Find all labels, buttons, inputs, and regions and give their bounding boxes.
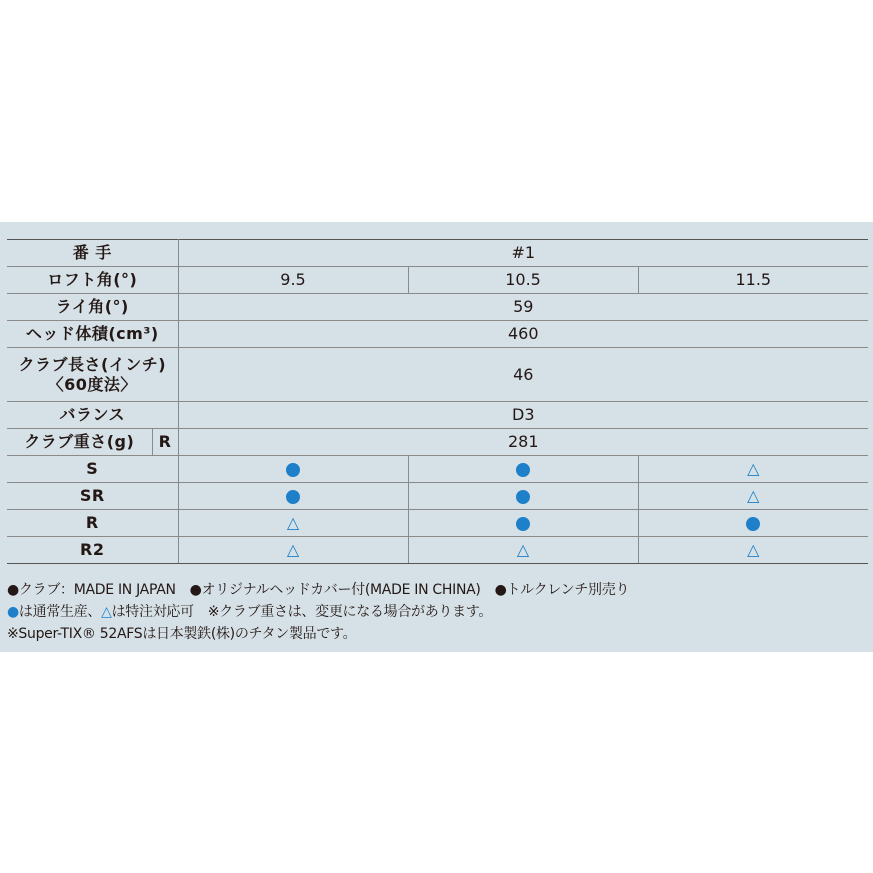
- notes-line-1: [7, 579, 629, 601]
- availability-mark: [638, 456, 868, 483]
- note-made-in: ●クラブ：MADE IN JAPAN: [7, 582, 176, 598]
- availability-mark: [178, 456, 408, 483]
- flex-row: [7, 537, 868, 564]
- flex-label: SR: [7, 483, 178, 510]
- balance-label: バランス: [7, 402, 178, 429]
- loft-value: 11.5: [638, 267, 868, 294]
- row-weight: [7, 429, 868, 456]
- row-balance: [7, 402, 868, 429]
- flex-label: R2: [7, 537, 178, 564]
- note-weight: ※クラブ重さは、変更になる場合があります。: [207, 604, 493, 620]
- length-label-line2: 〈60度法〉: [47, 374, 137, 394]
- notes-line-2: [7, 601, 629, 623]
- triangle-icon: △: [286, 513, 300, 532]
- triangle-icon: △: [747, 486, 760, 505]
- row-lie: [7, 294, 868, 321]
- availability-mark: [178, 537, 408, 564]
- loft-value: 10.5: [408, 267, 638, 294]
- availability-mark: [408, 537, 638, 564]
- length-value: 46: [178, 348, 868, 402]
- availability-mark: [178, 483, 408, 510]
- flex-row: [7, 456, 868, 483]
- weight-value: 281: [178, 429, 868, 456]
- lie-value: 59: [178, 294, 868, 321]
- spec-table: [7, 239, 868, 564]
- flex-label: R: [7, 510, 178, 537]
- filled-circle-icon: [516, 463, 530, 477]
- notes-line-3: ※Super-TIX® 52AFSは日本製鉄(株)のチタン製品です。: [7, 626, 357, 642]
- availability-mark: [408, 510, 638, 537]
- row-loft: [7, 267, 868, 294]
- availability-mark: [408, 456, 638, 483]
- length-label-line1: クラブ長さ(インチ): [18, 354, 167, 374]
- row-volume: [7, 321, 868, 348]
- number-label: 番 手: [7, 240, 178, 267]
- dot-legend-icon: ●: [7, 604, 19, 620]
- availability-mark: [178, 510, 408, 537]
- balance-value: D3: [178, 402, 868, 429]
- filled-circle-icon: [746, 517, 760, 531]
- note-standard: は通常生産、: [18, 604, 102, 620]
- weight-label: クラブ重さ(g): [7, 429, 152, 456]
- number-value: #1: [178, 240, 868, 267]
- loft-value: 9.5: [178, 267, 408, 294]
- triangle-legend-icon: △: [101, 604, 112, 620]
- loft-label: ロフト角(°): [7, 267, 178, 294]
- triangle-icon: △: [516, 540, 530, 559]
- volume-value: 460: [178, 321, 868, 348]
- triangle-icon: △: [747, 459, 760, 478]
- triangle-icon: △: [747, 540, 760, 559]
- availability-mark: [408, 483, 638, 510]
- length-label: [7, 348, 178, 402]
- availability-mark: [638, 483, 868, 510]
- filled-circle-icon: [516, 490, 530, 504]
- volume-label: ヘッド体積(cm³): [7, 321, 178, 348]
- row-length: [7, 348, 868, 402]
- note-headcover: ●オリジナルヘッドカバー付(MADE IN CHINA): [189, 582, 481, 598]
- filled-circle-icon: [286, 490, 300, 504]
- note-custom: は特注対応可: [111, 604, 194, 620]
- flex-label: S: [7, 456, 178, 483]
- flex-row: [7, 483, 868, 510]
- note-wrench: ●トルクレンチ別売り: [494, 582, 630, 598]
- spec-notes: [7, 579, 629, 645]
- lie-label: ライ角(°): [7, 294, 178, 321]
- filled-circle-icon: [516, 517, 530, 531]
- weight-flex: R: [152, 429, 178, 456]
- flex-row: [7, 510, 868, 537]
- triangle-icon: △: [286, 540, 300, 559]
- availability-mark: [638, 537, 868, 564]
- availability-mark: [638, 510, 868, 537]
- row-number: [7, 240, 868, 267]
- filled-circle-icon: [286, 463, 300, 477]
